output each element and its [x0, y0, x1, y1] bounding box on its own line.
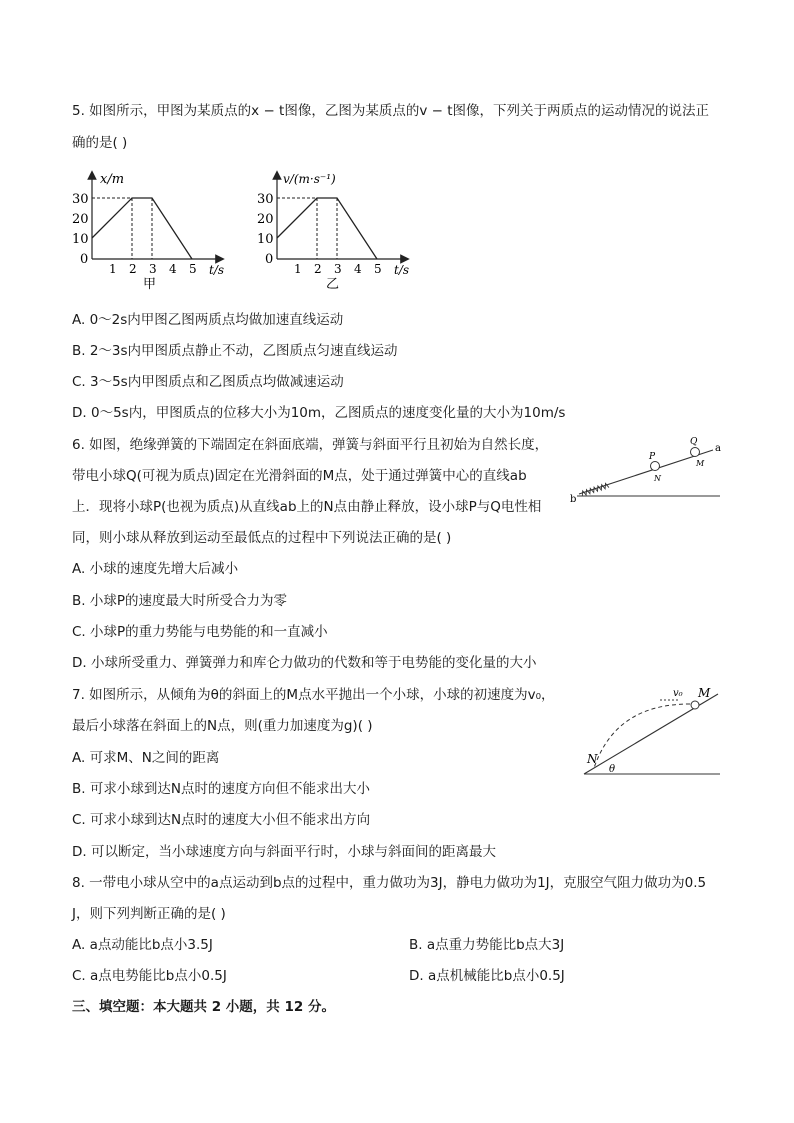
q6-stem-line2: 带电小球Q(可视为质点)固定在光滑斜面的M点，处于通过弹簧中心的直线ab	[72, 468, 527, 484]
q7-stem-line1: 7. 如图所示，从倾角为θ的斜面上的M点水平抛出一个小球，小球的初速度为v₀，	[72, 687, 555, 703]
q5-yi-xlabel: t/s	[394, 263, 410, 277]
q5-yi-xtick: 2	[314, 262, 322, 276]
q5-graph-yi	[255, 163, 425, 298]
q5-yi-ytick: 30	[257, 192, 274, 207]
q5-jia-caption: 甲	[143, 277, 157, 292]
q7-option-c: C. 可求小球到达N点时的速度大小但不能求出方向	[72, 812, 371, 828]
q5-option-b: B. 2～3s内甲图质点静止不动，乙图质点匀速直线运动	[72, 343, 398, 359]
q5-jia-xtick: 1	[109, 262, 117, 276]
q7-label-v0: v₀	[673, 688, 683, 699]
q8-option-d: D. a点机械能比b点小0.5J	[409, 968, 565, 984]
q8-option-b: B. a点重力势能比b点大3J	[409, 937, 565, 953]
q5-jia-ytick: 0	[80, 252, 89, 267]
q8-stem-line2: J，则下列判断正确的是( )	[72, 906, 226, 922]
q7-figure-projectile	[578, 682, 728, 780]
q6-option-b: B. 小球P的速度最大时所受合力为零	[72, 593, 287, 609]
q6-label-m: M	[696, 459, 705, 468]
q7-option-a: A. 可求M、N之间的距离	[72, 750, 220, 766]
ball-icon	[691, 701, 699, 709]
q6-stem-line3: 上．现将小球P(也视为质点)从直线ab上的N点由静止释放，设小球P与Q电性相	[72, 499, 542, 515]
q5-yi-ylabel: v/(m·s⁻¹)	[283, 172, 336, 186]
q6-option-c: C. 小球P的重力势能与电势能的和一直减小	[72, 624, 328, 640]
ball-p-icon	[651, 462, 660, 471]
q8-option-c: C. a点电势能比b点小0.5J	[72, 968, 227, 984]
q5-yi-ytick: 10	[257, 232, 274, 247]
q5-jia-ytick: 20	[72, 212, 89, 227]
q6-label-q: Q	[690, 437, 698, 447]
q5-option-d: D. 0～5s内，甲图质点的位移大小为10m，乙图质点的速度变化量的大小为10m/s	[72, 405, 566, 421]
q5-yi-caption: 乙	[326, 277, 340, 292]
q6-label-a: a	[715, 443, 721, 454]
q6-label-b: b	[570, 494, 577, 505]
section-heading: 三、填空题：本大题共 2 小题，共 12 分。	[72, 999, 335, 1015]
q5-option-a: A. 0～2s内甲图乙图两质点均做加速直线运动	[72, 312, 344, 328]
q6-option-a: A. 小球的速度先增大后减小	[72, 561, 239, 577]
q5-yi-xtick: 5	[374, 262, 382, 276]
q7-option-b: B. 可求小球到达N点时的速度方向但不能求出大小	[72, 781, 370, 797]
q6-stem-line1: 6. 如图，绝缘弹簧的下端固定在斜面底端，弹簧与斜面平行且初始为自然长度，	[72, 437, 549, 453]
q6-stem-line4: 同，则小球从释放到运动至最低点的过程中下列说法正确的是( )	[72, 530, 452, 546]
q5-jia-xlabel: t/s	[209, 263, 225, 277]
q6-option-d: D. 小球所受重力、弹簧弹力和库仑力做功的代数和等于电势能的变化量的大小	[72, 655, 537, 671]
q6-label-p: P	[649, 452, 656, 462]
spring-icon	[581, 483, 609, 496]
q8-option-a: A. a点动能比b点小3.5J	[72, 937, 213, 953]
q5-jia-ytick: 30	[72, 192, 89, 207]
q5-yi-xtick: 3	[334, 262, 342, 276]
q7-label-m: M	[698, 686, 711, 700]
q7-label-n: N	[587, 752, 598, 766]
q7-label-theta: θ	[609, 764, 616, 775]
ball-q-icon	[691, 448, 700, 457]
q8-stem-line1: 8. 一带电小球从空中的a点运动到b点的过程中，重力做功为3J，静电力做功为1J，克服空气阻力做功为0.5	[72, 875, 707, 891]
q5-jia-xtick: 3	[149, 262, 157, 276]
q5-option-c: C. 3～5s内甲图质点和乙图质点均做减速运动	[72, 374, 344, 390]
q5-yi-xtick: 4	[354, 262, 362, 276]
q5-yi-xtick: 1	[294, 262, 302, 276]
q5-jia-xtick: 2	[129, 262, 137, 276]
q5-stem-line1: 5. 如图所示，甲图为某质点的x − t图像，乙图为某质点的v − t图像，下列关于两质点的运动情况的说法正	[72, 103, 710, 119]
q5-jia-ylabel: x/m	[100, 172, 125, 187]
q5-jia-xtick: 5	[189, 262, 197, 276]
q5-yi-curve	[277, 198, 377, 259]
q7-option-d: D. 可以断定，当小球速度方向与斜面平行时，小球与斜面间的距离最大	[72, 844, 496, 860]
q5-jia-ytick: 10	[72, 232, 89, 247]
trajectory-curve	[594, 704, 690, 768]
q7-stem-line2: 最后小球落在斜面上的N点，则(重力加速度为g)( )	[72, 718, 373, 734]
q5-stem-line2: 确的是( )	[72, 135, 128, 151]
q6-label-n: N	[654, 474, 661, 483]
q5-yi-ytick: 20	[257, 212, 274, 227]
q5-yi-ytick: 0	[265, 252, 274, 267]
q6-figure-incline	[565, 432, 730, 507]
q5-jia-xtick: 4	[169, 262, 177, 276]
q5-jia-curve	[92, 198, 192, 259]
q5-graph-jia	[70, 163, 240, 298]
